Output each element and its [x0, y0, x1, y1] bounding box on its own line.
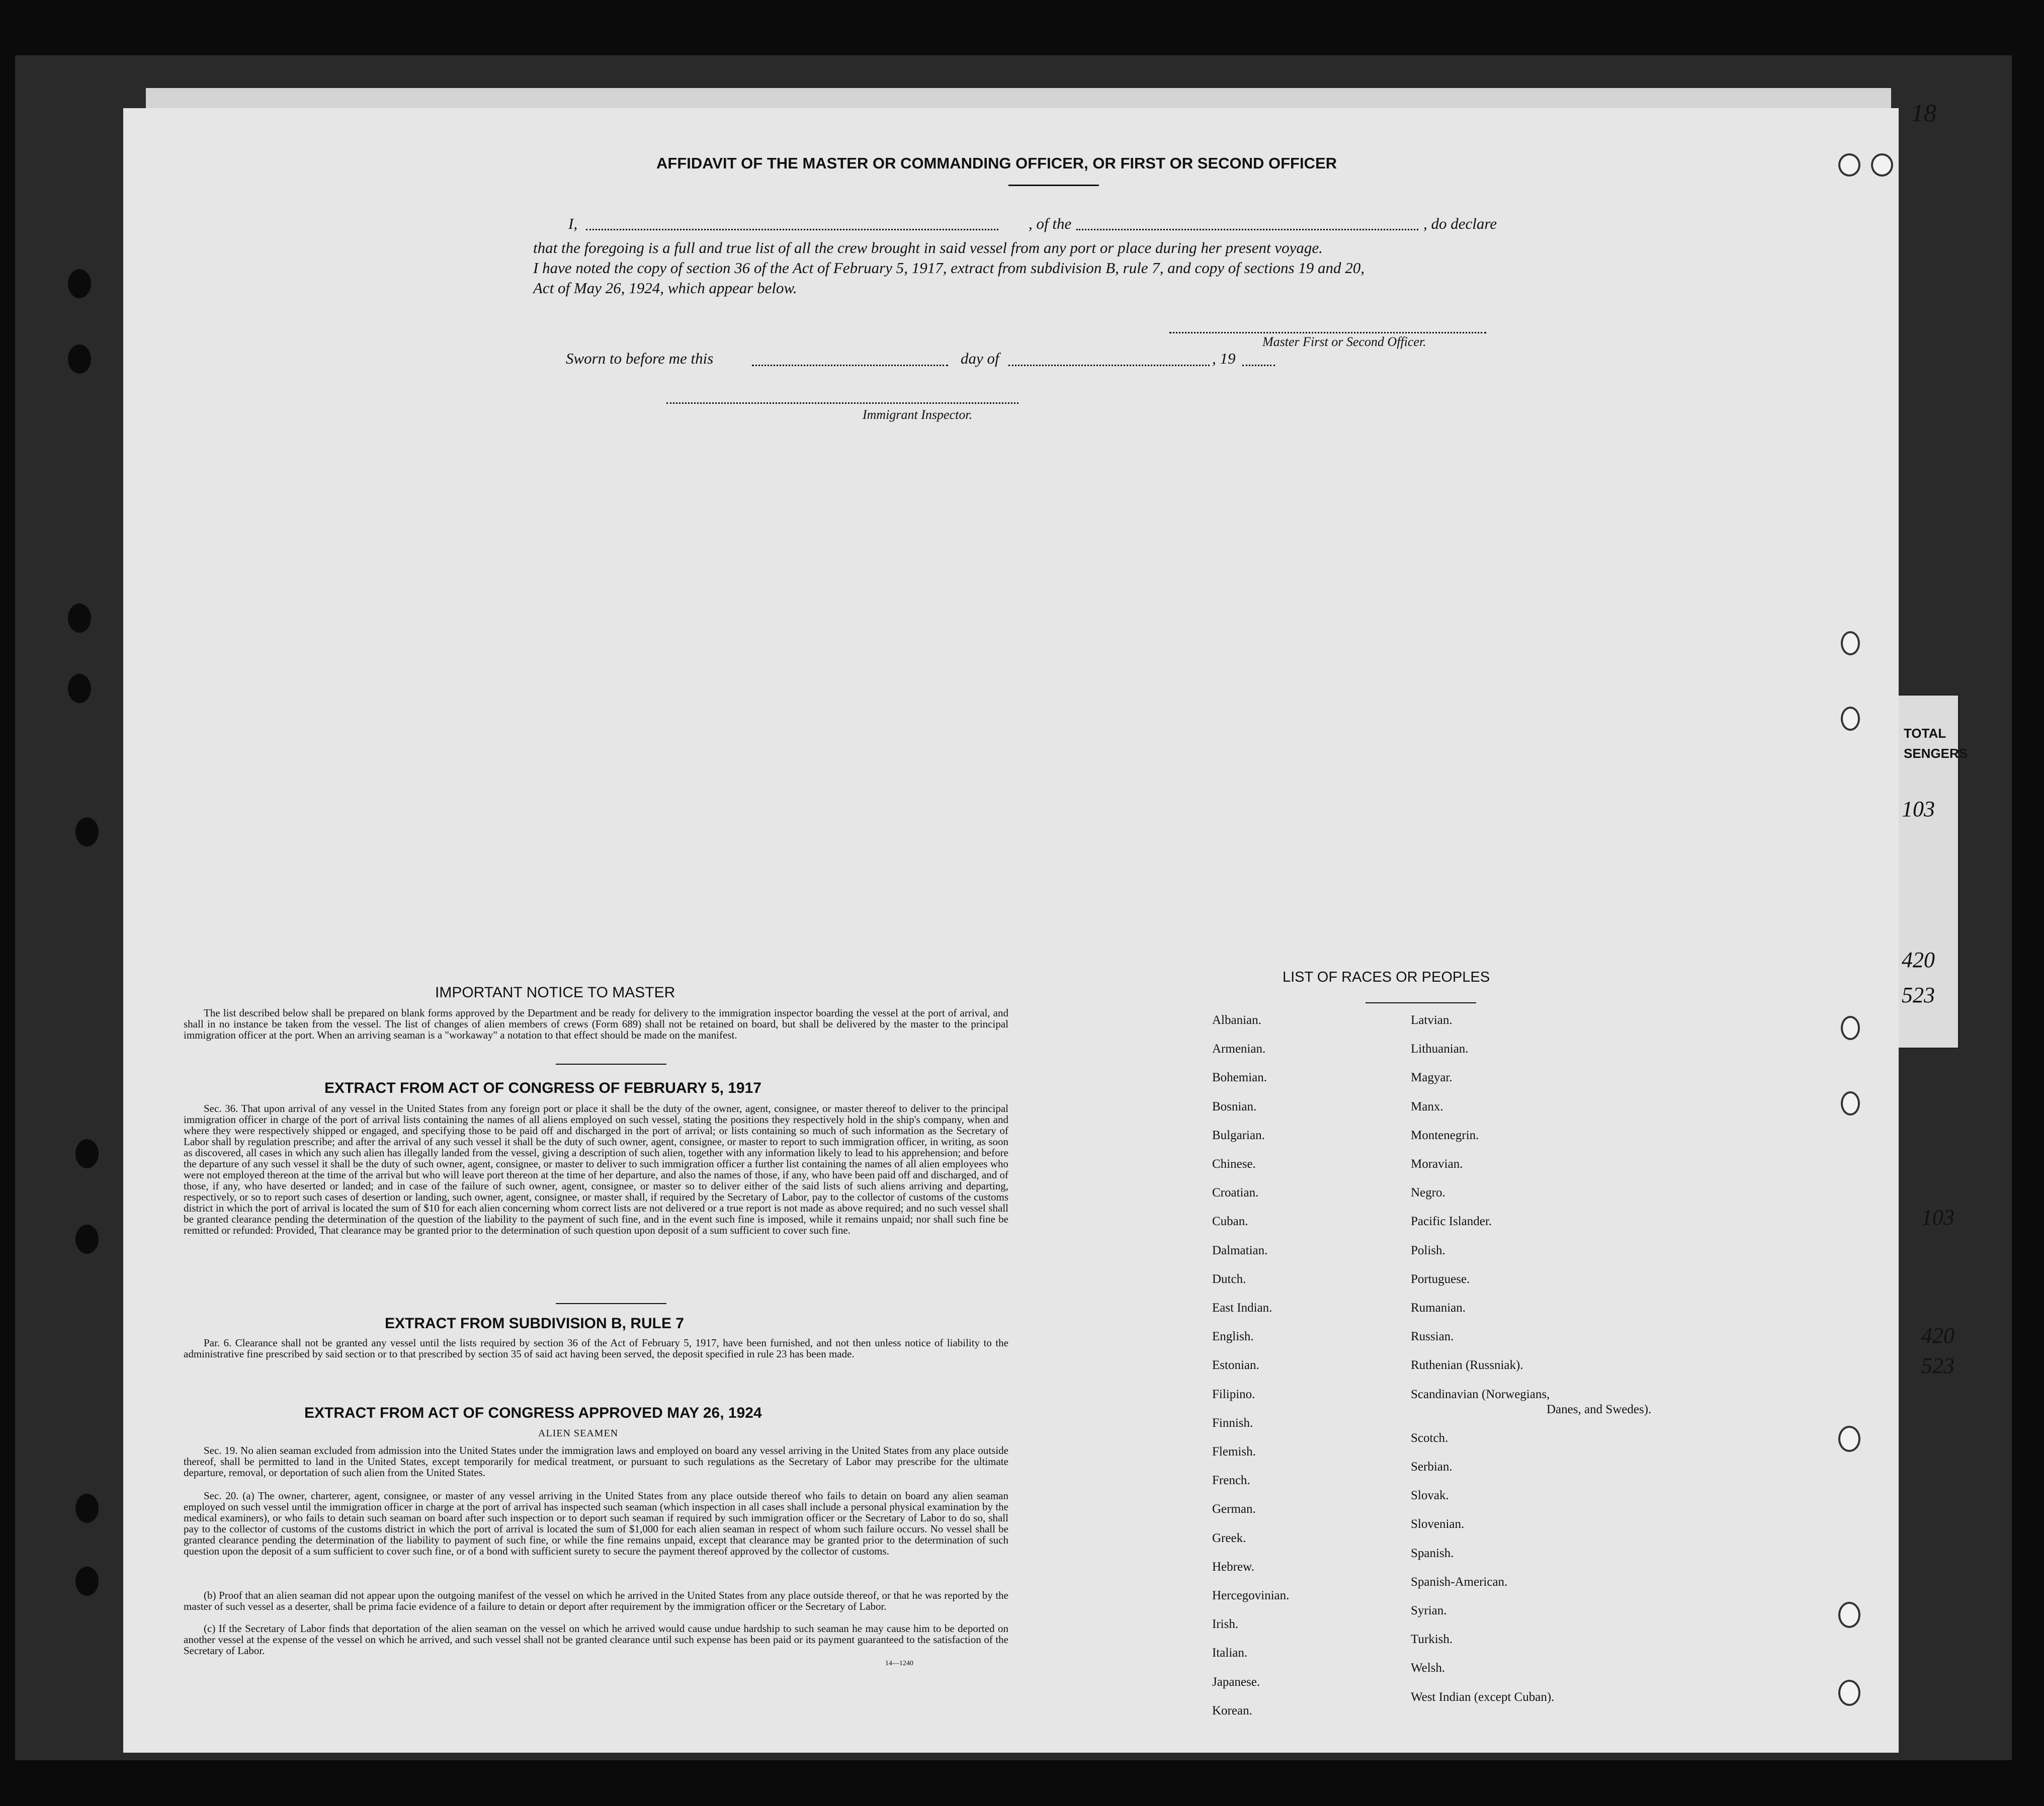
declaration-do-declare: , do declare — [1423, 215, 1497, 232]
race-item: Polish. — [1411, 1243, 1445, 1257]
punch-hole — [75, 1494, 99, 1523]
form-number: 14—1240 — [885, 1660, 913, 1667]
punch-hole — [75, 1567, 99, 1596]
punch-hole — [75, 1139, 99, 1168]
punch-hole — [68, 604, 91, 633]
race-item: Danes, and Swedes). — [1547, 1402, 1652, 1416]
sec20b-text: (b) Proof that an alien seaman did not appear upon the outgoing manifest of the vessel on which he arrived in the United States from any place outside thereof, or that he was reported by the master of such vessel as a deserter, shall be prima facie evidence of a failure to detain or deport after requirement by the immigration officer or the Secretary of Labor. — [184, 1589, 1008, 1612]
margin-note: 103 — [1921, 1205, 1954, 1230]
punch-hole — [68, 674, 91, 703]
year-label: , 19 — [1212, 350, 1236, 367]
race-item: Cuban. — [1212, 1215, 1248, 1229]
affidavit-page — [123, 108, 1899, 1753]
corner-note: 18 — [1911, 99, 1936, 127]
race-item: Chinese. — [1212, 1157, 1256, 1171]
punch-hole — [1871, 153, 1893, 177]
race-item: Pacific Islander. — [1411, 1215, 1492, 1229]
race-item: Ruthenian (Russniak). — [1411, 1358, 1523, 1372]
punch-hole — [75, 817, 99, 846]
affidavit-title: AFFIDAVIT OF THE MASTER OR COMMANDING OFFICER, OR FIRST OR SECOND OFFICER — [656, 154, 1337, 172]
tab-subtitle: SENGERS — [1904, 746, 1968, 761]
divider — [556, 1303, 666, 1304]
race-item: Dutch. — [1212, 1272, 1246, 1286]
totals-tab — [1891, 694, 1968, 1049]
notice-body: The list described below shall be prepared on blank forms approved by the Department and be ready for delivery to the immigration inspector boarding the vessel at the port of arrival, and shall in no instance be taken from the vessel. The list of changes of alien members of crews (Form 689) shall not be retained on board, but shall be delivered by the master to the principal immigration officer at the port. When an arriving seaman is a "workaway" a notation to that effect should be made on the manifest. — [184, 1007, 1008, 1041]
vessel-blank — [1076, 229, 1418, 230]
divider — [556, 1064, 666, 1065]
race-item: Montenegrin. — [1411, 1128, 1479, 1142]
punch-hole — [68, 345, 91, 374]
punch-hole — [1841, 1016, 1860, 1040]
declaration-line2: that the foregoing is a full and true list of all the crew brought in said vessel from any port or place during her present voyage. — [533, 239, 1323, 256]
race-item: West Indian (except Cuban). — [1411, 1690, 1555, 1704]
races-title: LIST OF RACES OR PEOPLES — [1283, 969, 1490, 985]
extract-1924-title: EXTRACT FROM ACT OF CONGRESS APPROVED MAY 26, 1924 — [304, 1405, 762, 1421]
race-item: Spanish-American. — [1411, 1575, 1508, 1589]
sec19-text: Sec. 19. No alien seaman excluded from admission into the United States under the immigration laws and employed on board any vessel arriving in the United States from any place outside thereof, shall be permitted to land in the United States, except temporarily for medical treatment, or pursuant to such regulations as the Secretary of Labor may prescribe for the ultimate departure, removal, or deportation of such alien from the United States. — [184, 1444, 1008, 1479]
sworn-label: Sworn to before me this — [566, 350, 714, 367]
day-of-label: day of — [961, 350, 999, 367]
declaration-line4: Act of May 26, 1924, which appear below. — [533, 279, 797, 297]
race-item: Slovenian. — [1411, 1517, 1465, 1531]
margin-note: 420 — [1921, 1323, 1954, 1348]
race-item: English. — [1212, 1330, 1254, 1344]
inspector-label: Immigrant Inspector. — [863, 407, 973, 422]
declaration-line3: I have noted the copy of section 36 of the Act of February 5, 1917, extract from subdivision B, rule 7, and copy of sections 19 and 20, — [533, 259, 1365, 277]
race-item: Italian. — [1212, 1646, 1248, 1660]
race-item: Turkish. — [1411, 1632, 1453, 1647]
race-item: Estonian. — [1212, 1358, 1259, 1372]
tab-value: 523 — [1902, 983, 1935, 1007]
extract-1917-title: EXTRACT FROM ACT OF CONGRESS OF FEBRUARY 5, 1917 — [324, 1080, 761, 1096]
extract-rule7-body: Par. 6. Clearance shall not be granted any vessel until the lists required by section 36 of the Act of February 5, 1917, have been furnished, and not then unless notice of liability to the administrative fine prescribed by said section or to that prescribed by section 35 of said act having been served, the deposit specified in rule 23 has been made. — [184, 1337, 1008, 1360]
race-item: Japanese. — [1212, 1675, 1260, 1689]
declaration-of-the: , of the — [1029, 215, 1072, 232]
race-item: Slovak. — [1411, 1489, 1449, 1503]
divider — [1366, 1002, 1476, 1003]
punch-hole — [1841, 707, 1860, 731]
race-item: French. — [1212, 1474, 1250, 1488]
race-item: Negro. — [1411, 1186, 1445, 1200]
notice-title: IMPORTANT NOTICE TO MASTER — [435, 984, 675, 1001]
inspector-signature-line — [666, 402, 1018, 404]
sworn-day-blank — [752, 365, 948, 366]
race-item: Filipino. — [1212, 1387, 1255, 1401]
name-blank — [586, 229, 998, 230]
race-item: Welsh. — [1411, 1661, 1445, 1675]
race-item: Dalmatian. — [1212, 1243, 1268, 1257]
punch-hole — [1841, 631, 1860, 655]
punch-hole — [1838, 1680, 1860, 1706]
race-item: Spanish. — [1411, 1546, 1454, 1560]
race-item: Bosnian. — [1212, 1099, 1257, 1113]
race-item: Latvian. — [1411, 1013, 1453, 1027]
race-item: Irish. — [1212, 1617, 1239, 1631]
extract-rule7-title: EXTRACT FROM SUBDIVISION B, RULE 7 — [385, 1315, 685, 1332]
race-item: Portuguese. — [1411, 1272, 1470, 1286]
divider — [1008, 185, 1099, 186]
sec20c-text: (c) If the Secretary of Labor finds that deportation of the alien seaman on the vessel on which he arrived would cause undue hardship to such seaman he may cause him to be deported on another vessel at the expense of the vessel on which he arrived, and such vessel shall not be granted clearance until such expense has been paid or its payment guaranteed to the satisfaction of the Secretary of Labor. — [184, 1622, 1008, 1657]
race-item: Lithuanian. — [1411, 1042, 1469, 1056]
extract-1924-subtitle: ALIEN SEAMEN — [538, 1428, 619, 1439]
master-signature-line — [1169, 332, 1486, 333]
race-item: Magyar. — [1411, 1071, 1453, 1085]
race-item: Finnish. — [1212, 1416, 1253, 1430]
race-item: Bohemian. — [1212, 1071, 1267, 1085]
master-signature-label: Master First or Second Officer. — [1262, 334, 1426, 349]
race-item: Scotch. — [1411, 1431, 1449, 1445]
race-item: Rumanian. — [1411, 1301, 1466, 1315]
race-item: Bulgarian. — [1212, 1128, 1265, 1142]
race-item: Scandinavian (Norwegians, — [1411, 1387, 1550, 1401]
punch-hole — [1838, 1426, 1860, 1452]
race-item: Albanian. — [1212, 1013, 1261, 1027]
race-item: Manx. — [1411, 1099, 1443, 1113]
race-item: Syrian. — [1411, 1604, 1447, 1617]
race-item: Flemish. — [1212, 1445, 1256, 1458]
sec20a-text: Sec. 20. (a) The owner, charterer, agent, consignee, or master of any vessel arriving in the United States from any place outside thereof who fails to detain on board any alien seaman employed on such vessel until the immigration officer in charge at the port of arrival has inspected such seaman (which inspection in all cases shall include a personal physical examination by the medical examiners), or who fails to detain such seaman on board after such inspection or to deport such seaman if required by such immigration officer or the Secretary of Labor to do so, shall pay to the collector of customs of the customs district in which the port of arrival is located the sum of $1,000 for each alien seaman in respect of whom such failure occurs. No vessel shall be granted clearance pending the determination of the liability to payment of such fine, or while the fine remains unpaid, except that clearance may be granted prior to the determination of such question upon the deposit of a sum sufficient to cover such fine, or of a bond with sufficient surety to secure the payment thereof approved by the collector of customs. — [184, 1490, 1008, 1557]
punch-hole — [68, 269, 91, 298]
sworn-month-blank — [1008, 365, 1210, 366]
race-item: Serbian. — [1411, 1460, 1453, 1474]
race-item: Hercegovinian. — [1212, 1589, 1290, 1602]
race-item: Croatian. — [1212, 1186, 1259, 1200]
declaration-i: I, — [568, 215, 578, 232]
race-item: Armenian. — [1212, 1042, 1266, 1056]
race-item: Moravian. — [1411, 1157, 1463, 1171]
punch-hole — [1841, 1091, 1860, 1115]
race-item: Korean. — [1212, 1703, 1252, 1717]
tab-value: 103 — [1902, 797, 1935, 821]
margin-note: 523 — [1921, 1353, 1954, 1378]
race-item: Russian. — [1411, 1330, 1454, 1344]
race-item: Hebrew. — [1212, 1560, 1254, 1574]
extract-1917-body: Sec. 36. That upon arrival of any vessel in the United States from any foreign port or place it shall be the duty of the owner, agent, consignee, or master thereof to deliver to the principal immigration officer in charge of the port of arrival lists containing the names of all aliens employed on such vessel, stating the positions they respectively hold in the ship's company, when and where they were respectively shipped or engaged, and specifying those to be paid off and discharged in the port of arrival; or lists containing so much of such information as the Secretary of Labor shall by regulation prescribe; and after the arrival of any such vessel it shall be the duty of such owner, agent, consignee, or master to report to such immigration officer, in writing, as soon as discovered, all cases in which any such alien has illegally landed from the vessel, giving a description of such alien, together with any information likely to lead to his apprehension; and before the departure of any such vessel it shall be the duty of such owner, agent, consignee, or master to deliver to such immigration officer a further list containing the names of all alien employees who were not employed thereon at the time of the arrival but who will leave port thereon at the time of her departure, and also the names of those, if any, who have been paid off and discharged, and of those, if any, who have deserted or landed; and in case of the failure of such owner, agent, consignee, or master so to deliver either of the said lists of such aliens arriving and departing, respectively, or so to report such cases of desertion or landing, such owner, agent, consignee, or master shall, if required by the Secretary of Labor, pay to the collector of customs of the customs district in which the port of arrival is located the sum of $10 for each alien concerning whom correct lists are not delivered or a true report is not made as above required; and no such vessel shall be granted clearance pending the determination of the question of the liability to the payment of such fine, and in the event such fine is imposed, while it remains unpaid; nor shall such fine be remitted or refunded: Provided, That clearance may be granted prior to the determination of such question upon deposit of a sum sufficient to cover such fine. — [184, 1102, 1008, 1236]
race-item: German. — [1212, 1502, 1256, 1516]
punch-hole — [1838, 153, 1860, 177]
year-blank — [1242, 365, 1275, 366]
tab-value: 420 — [1902, 948, 1935, 972]
race-item: East Indian. — [1212, 1301, 1272, 1315]
punch-hole — [75, 1225, 99, 1254]
race-item: Greek. — [1212, 1531, 1246, 1545]
tab-title: TOTAL — [1904, 726, 1946, 741]
punch-hole — [1838, 1602, 1860, 1628]
